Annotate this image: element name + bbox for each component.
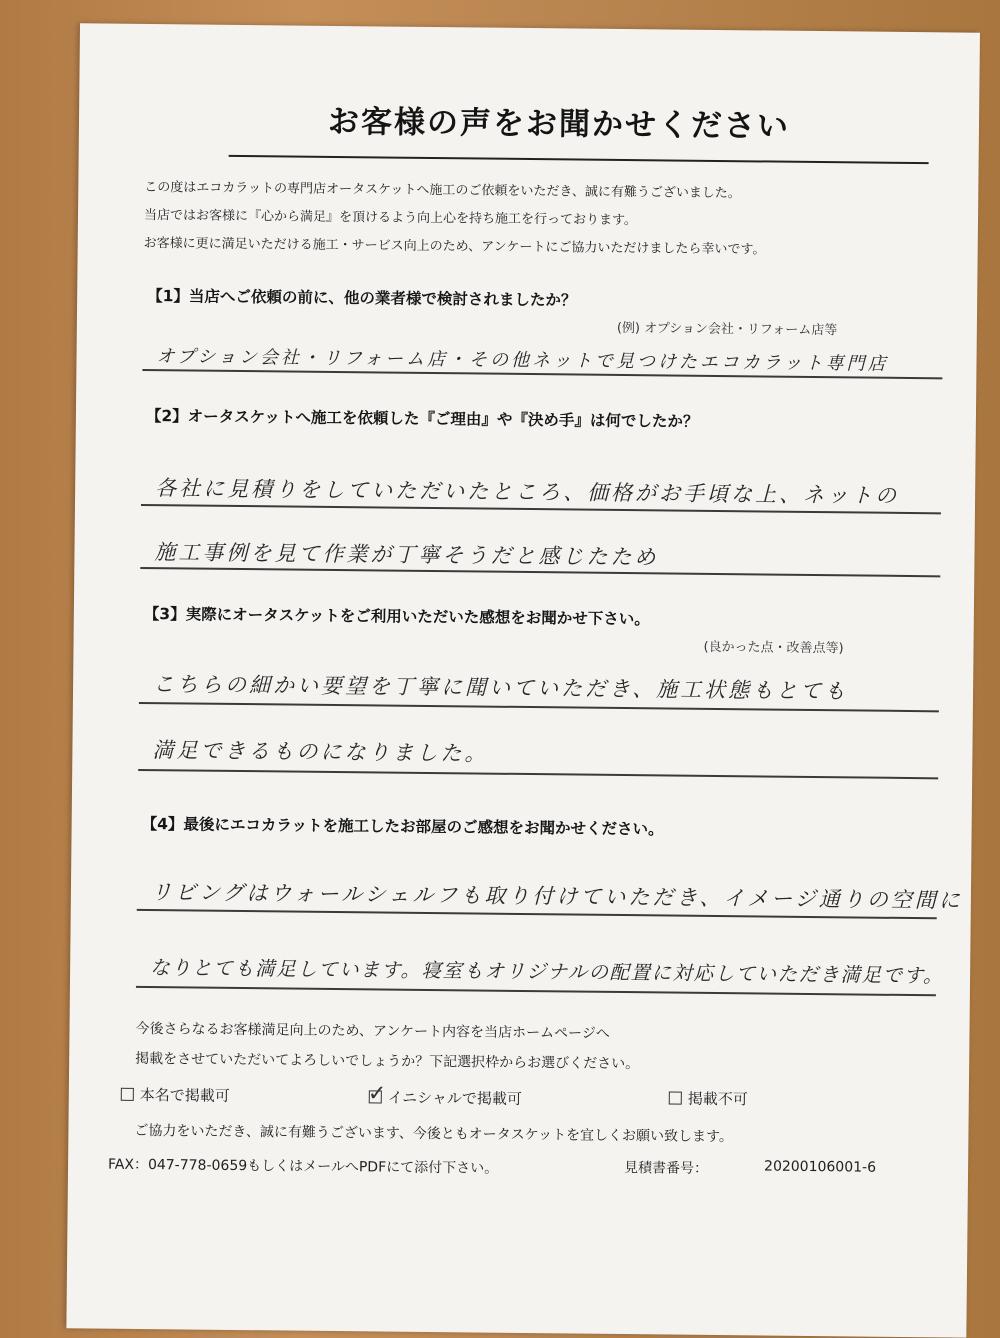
answer-3-line: こちらの細かい要望を丁寧に聞いていただき、施工状態もとても: [152, 672, 849, 704]
question-4: 【4】最後にエコカラットを施工したお部屋のご感想をお聞かせください。: [141, 814, 664, 839]
answer-2-line: 各社に見積りをしていただいたところ、価格がお手頃な上、ネットの: [155, 476, 900, 508]
checkbox[interactable]: [121, 1088, 134, 1101]
survey-sheet: [66, 23, 980, 1337]
publish-notice: 掲載をさせていただいてよろしいでしょうか？下記選択枠からお選びください。: [135, 1050, 640, 1073]
fax-info: FAX：047-778-0659もしくはメールへPDFにて添付下さい。: [107, 1156, 499, 1177]
answer-1-line: オプション会社・リフォーム店・その他ネットで見つけたエコカラット専門店: [156, 346, 889, 375]
option-no-publish[interactable]: [669, 1088, 748, 1110]
answer-4-line: リビングはウォールシェルフも取り付けていただき、イメージ通りの空間に: [150, 880, 963, 913]
option-label: イニシャルで掲載可: [387, 1088, 522, 1108]
option-label: 掲載不可: [687, 1089, 748, 1109]
answer-rule: [138, 769, 938, 779]
answer-2-line: 施工事例を見て作業が丁寧そうだと感じたため: [154, 540, 659, 570]
answer-4-line: なりとても満足しています。寝室もオリジナルの配置に対応していただき満足です。: [150, 956, 945, 988]
question-3: 【3】実際にオータスケットをご利用いただいた感想をお聞かせ下さい。: [143, 604, 650, 629]
intro-line: 当店ではお客様に『心から満足』を頂けるよう向上心を持ち施工を行っております。: [143, 207, 638, 229]
intro-line: この度はエコカラットの専門店オータスケットへ施工のご依頼をいただき、誠に有難うございました。: [144, 179, 741, 202]
thanks-text: ご協力をいただき、誠に有難うございます、今後ともオータスケットを宜しくお願い致します。: [134, 1122, 733, 1146]
question-3-example: (良かった点・改善点等): [703, 639, 844, 657]
question-2: 【2】オータスケットへ施工を依頼した『ご理由』や『決め手』は何でしたか？: [145, 406, 699, 431]
answer-3-line: 満足できるものになりました。: [152, 738, 489, 766]
option-label: 本名で掲載可: [139, 1085, 230, 1105]
title-underline: [229, 155, 929, 164]
question-1: 【1】当店へご依頼の前に、他の業者様で検討されましたか？: [147, 287, 577, 310]
answer-rule: [136, 986, 936, 996]
intro-line: お客様に更に満足いただける施工・サービス向上のため、アンケートにご協力いただけましたら幸いです。: [143, 235, 766, 258]
estimate-label: 見積書番号：: [623, 1160, 709, 1177]
page-title: お客様の声をお聞かせください: [327, 103, 791, 145]
option-initials[interactable]: [367, 1081, 522, 1109]
checkbox[interactable]: [669, 1092, 682, 1105]
checkbox-checked[interactable]: [367, 1081, 387, 1107]
option-real-name[interactable]: [121, 1084, 230, 1106]
checkmark-icon: ✓: [367, 1081, 387, 1107]
question-1-example: (例) オプション会社・リフォーム店等: [616, 320, 838, 339]
estimate-number: 20200106001-6: [764, 1158, 877, 1176]
publish-notice: 今後さらなるお客様満足向上のため、アンケート内容を当店ホームページへ: [135, 1020, 610, 1042]
